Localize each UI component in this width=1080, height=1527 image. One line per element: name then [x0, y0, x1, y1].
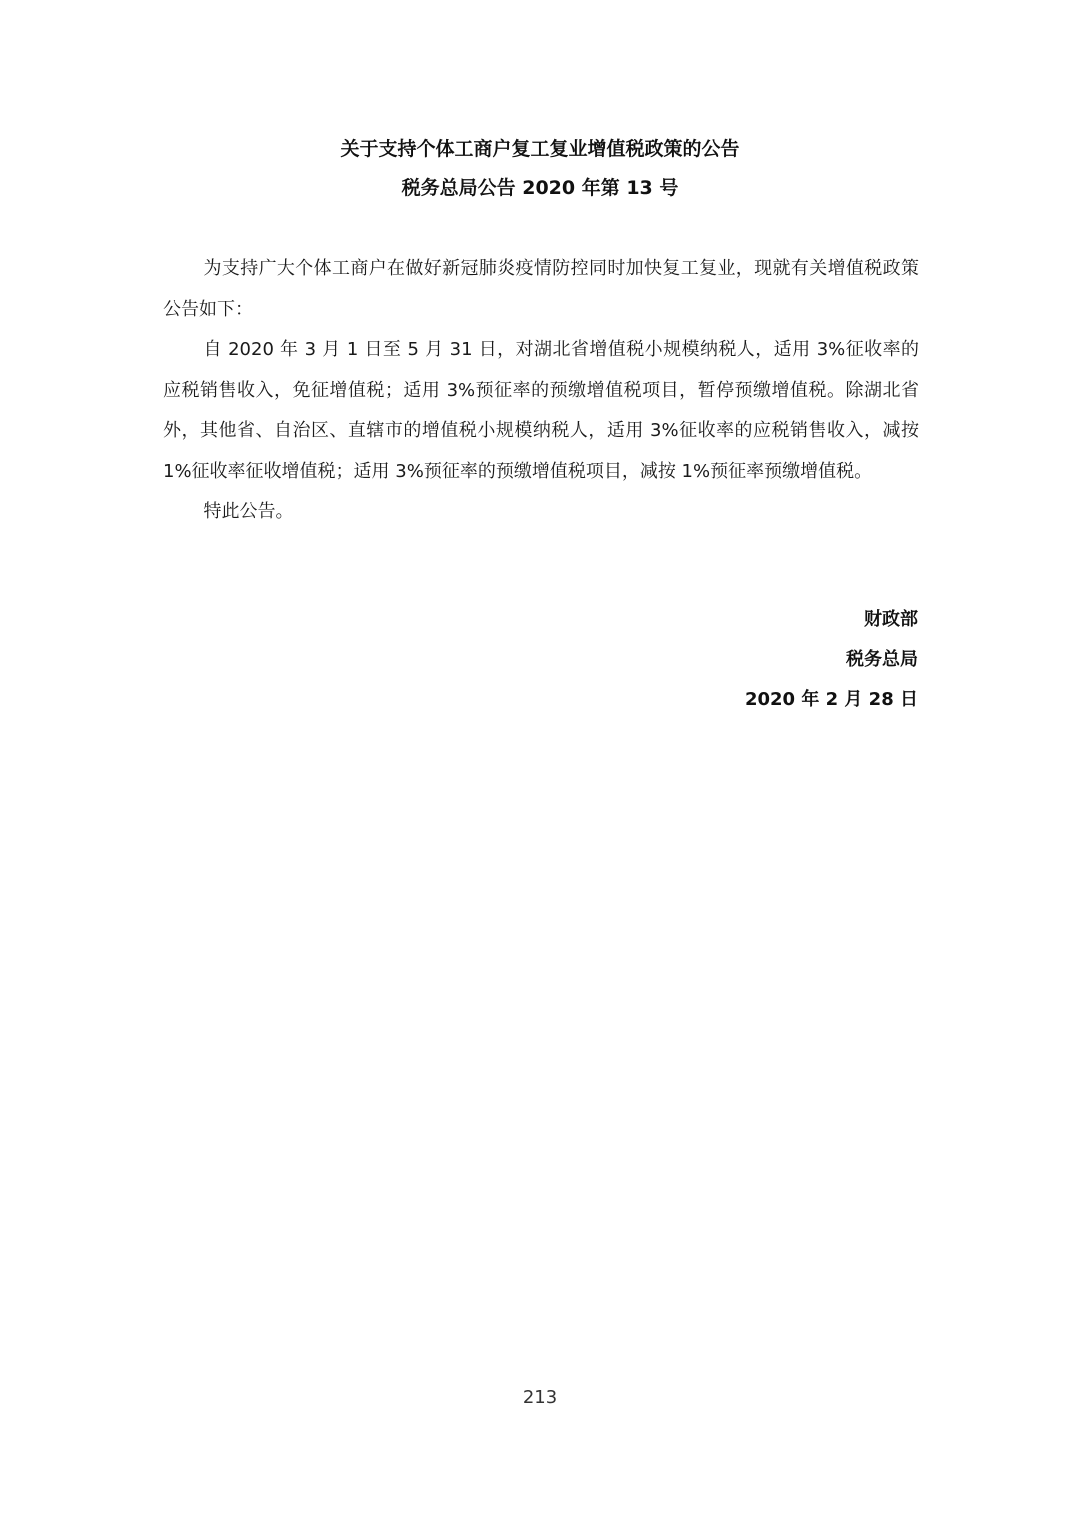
signature-issuer-ministry: 财政部: [864, 609, 918, 630]
body-paragraph-intro: 为支持广大个体工商户在做好新冠肺炎疫情防控同时加快复工复业，现就有关增值税政策公告如下：: [163, 258, 919, 320]
signature-issuer-tax-bureau: 税务总局: [846, 649, 918, 670]
document-body: [163, 249, 919, 533]
signature-block: [745, 600, 918, 720]
signature-date: 2020 年 2 月 28 日: [744, 689, 918, 710]
body-paragraph-closing: 特此公告。: [203, 501, 294, 522]
document-title: 关于支持个体工商户复工复业增值税政策的公告: [340, 138, 740, 160]
body-paragraph-policy: 自 2020 年 3 月 1 日至 5 月 31 日，对湖北省增值税小规模纳税人，适用 3%征收率的应税销售收入，免征增值税；适用 3%预征率的预缴增值税项目，暂停预缴增值税。除湖北省外，其他省、自治区、直辖市的增值税小规模纳税人，适用 3%征收率的应税销售收入，减按 1%征收率征收增值税；适用 3%预征率的预缴增值税项目，减按 1%预征率预缴增值税。: [163, 339, 919, 482]
page-number: 213: [522, 1387, 558, 1408]
document-subtitle: 税务总局公告 2020 年第 13 号: [401, 177, 679, 199]
